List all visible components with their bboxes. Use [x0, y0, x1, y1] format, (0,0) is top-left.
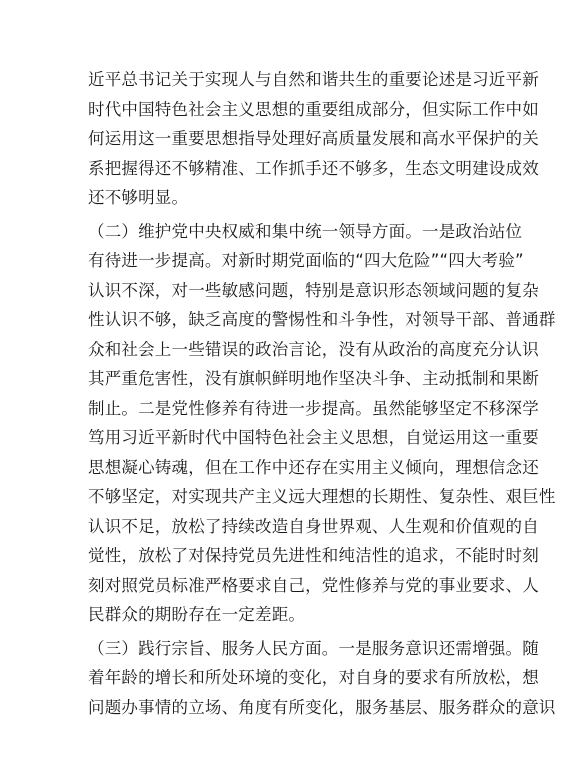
- text-line: （二）维护党中央权威和集中统一领导方面。一是政治站位: [88, 221, 523, 241]
- text-line: 近平总书记关于实现人与自然和谐共生的重要论述是习近平新: [88, 70, 539, 89]
- text-line: 系把握得还不够精准、工作抓手还不够多，生态文明建设成效: [88, 158, 539, 178]
- text-line: 觉性，放松了对保持党员先进性和纯洁性的追求，不能时时刻: [88, 546, 539, 565]
- text-line: 认识不深，对一些敏感问题，特别是意识形态领域问题的复杂: [88, 280, 539, 300]
- text-line: 思想凝心铸魂，但在工作中还存在实用主义倾向，理想信念还: [88, 457, 539, 477]
- text-line: 其严重危害性，没有旗帜鲜明地作坚决斗争、主动抵制和果断: [88, 369, 539, 388]
- paragraph-3: [88, 634, 556, 723]
- document-body: [88, 65, 556, 722]
- text-line: 时代中国特色社会主义思想的重要组成部分，但实际工作中如: [88, 99, 539, 119]
- paragraph-2: [88, 217, 556, 630]
- text-line: 着年龄的增长和所处环境的变化，对自身的要求有所放松，想: [88, 668, 539, 687]
- text-line: 不够坚定，对实现共产主义远大理想的长期性、复杂性、艰巨性: [88, 487, 556, 506]
- text-line: 制止。二是党性修养有待进一步提高。虽然能够坚定不移深学: [88, 398, 539, 418]
- text-line: 有待进一步提高。对新时期党面临的“四大危险”“四大考验”: [88, 251, 524, 270]
- text-line: 问题办事情的立场、角度有所变化，服务基层、服务群众的意识: [88, 697, 556, 717]
- text-line: 认识不足，放松了持续改造自身世界观、人生观和价值观的自: [88, 516, 539, 536]
- text-line: 刻对照党员标准严格要求自己，党性修养与党的事业要求、人: [88, 575, 539, 595]
- text-line: 性认识不够，缺乏高度的警惕性和斗争性，对领导干部、普通群: [88, 310, 556, 329]
- text-line: 民群众的期盼存在一定差距。: [88, 605, 306, 624]
- paragraph-1: [88, 65, 539, 213]
- text-line: 笃用习近平新时代中国特色社会主义思想，自觉运用这一重要: [88, 428, 539, 447]
- text-line: （三）践行宗旨、服务人民方面。一是服务意识还需增强。随: [88, 638, 539, 658]
- text-line: 还不够明显。: [88, 188, 189, 207]
- text-line: 众和社会上一些错误的政治言论，没有从政治的高度充分认识: [88, 339, 539, 359]
- text-line: 何运用这一重要思想指导处理好高质量发展和高水平保护的关: [88, 129, 539, 148]
